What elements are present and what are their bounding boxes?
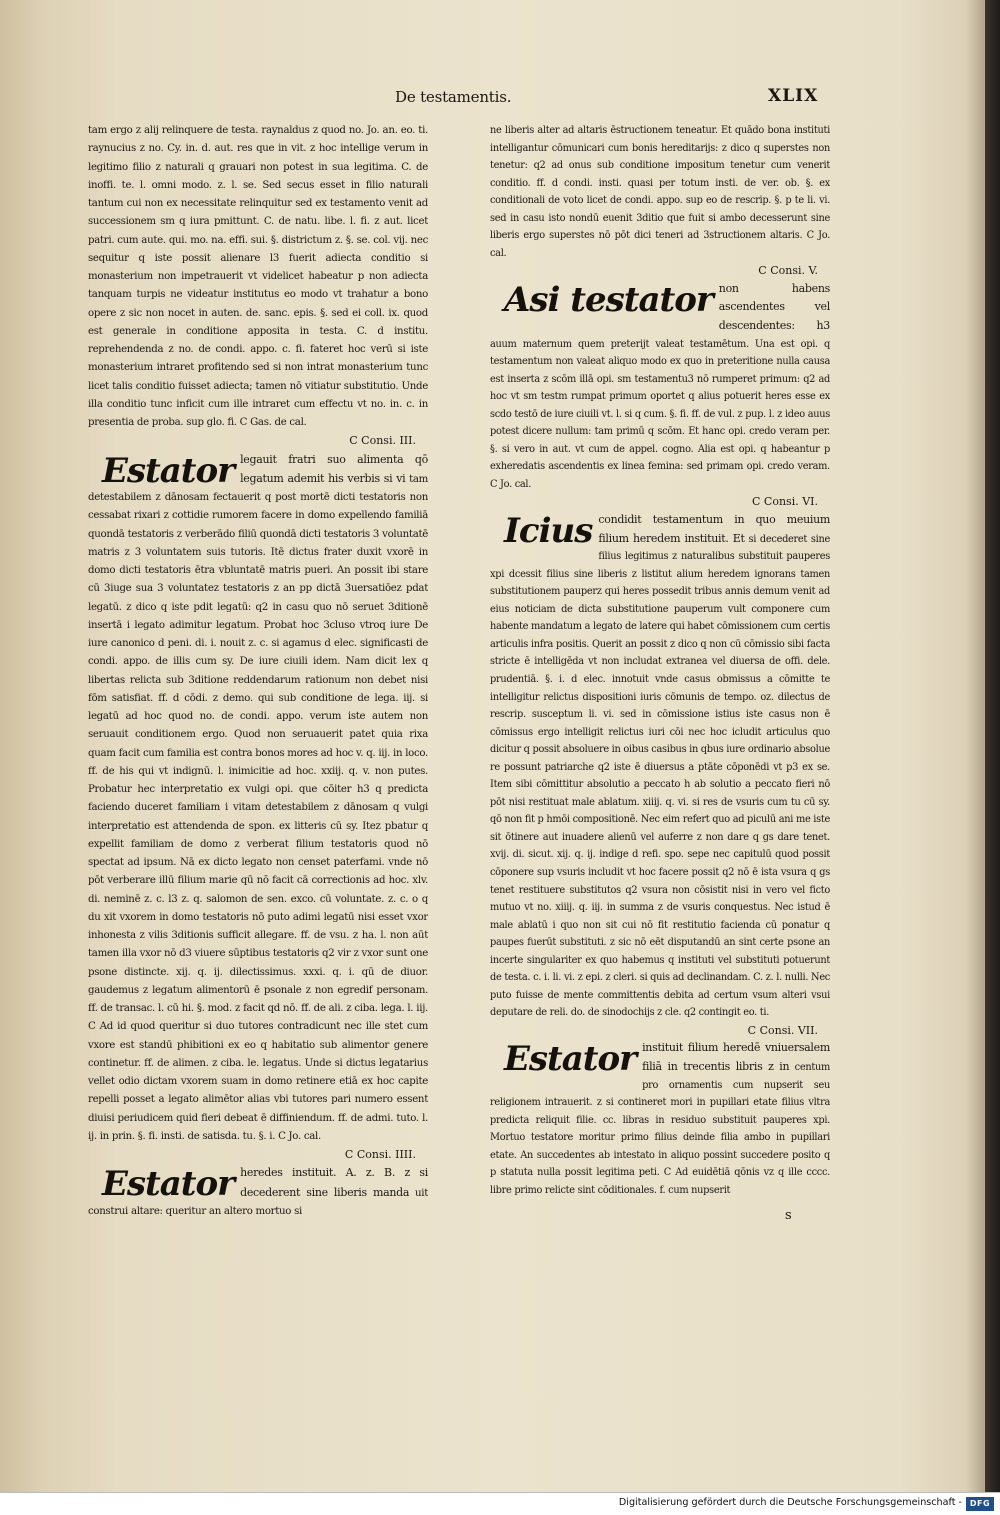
right-paragraph-4 bbox=[490, 1039, 830, 1199]
right-paragraph-2-lead: non habens ascendentes vel descendentes: h3 bbox=[718, 281, 830, 333]
right-paragraph-1-text: ne liberis alter ad altaris ēstructionem teneatur. Et quādo bona instituti intelligantur cōmunicari cum bonis hereditarijs: z dico q superstes non tenetur: q2 ad onus sub conditione impositum tenetur cum venerit conditio. ff. d condi. insti. quasi per totum insti. de ver. ob. §. ex conditionali de voto licet de condi. appo. sup eo de rescrip. §. p te li. vi. sed in casu isto nondū euenit 3ditio que fuit si ambo decesserunt sine liberis ergo superstes nō pōt dici teneri ad 3structionem altaris. C Jo. cal. bbox=[490, 125, 830, 259]
initial-heading-estator-3: Estator bbox=[504, 1039, 637, 1080]
right-paragraph-3 bbox=[490, 511, 830, 1022]
consilium-heading-6: C Consi. VI. bbox=[752, 495, 818, 509]
consilium-heading-5: C Consi. V. bbox=[758, 264, 818, 278]
right-column bbox=[490, 122, 830, 1199]
right-paragraph-4-lead: instituit filium heredē vniuersalem filiā in trecentis libris z in bbox=[642, 1041, 830, 1073]
running-title: De testamentis. bbox=[395, 88, 512, 106]
right-paragraph-2 bbox=[490, 280, 830, 494]
right-paragraph-2-text: auum maternum quem preterijt valeat testamētum. Una est opi. q testamentum non valeat aliquo modo ex quo in preteritione nulla causa est inserta z scōm illā opi. sm testamentu3 nō rumperet primum: q2 ad hoc vt sm testm rumpat primum oportet q alius potuerit heres esse ex scdo testō de iure ciuili vt. l. si q cum. §. fi. ff. de vul. z pup. l. z ideo auus potest dicere nullum: tam primū q scōm. Et hanc opi. credo veram per. §. si vero in aut. vt cum de appel. cogno. Alia est opi. q habeantur p exheredatis ascendentis ex linea femina: sed primam opi. credo veram. C Jo. cal. bbox=[490, 338, 830, 490]
consilium-heading-3: C Consi. III. bbox=[349, 434, 416, 448]
right-paragraph-4-text: centum pro ornamentis cum nupserit seu religionem intrauerit. z si contineret mori in pupillari etate filius vltra predicta reliquit filie. cc. libras in residuo substituit pauperes xpi. Mortuo testatore moritur primo filius deinde filia ambo in pupillari etate. An succedentes ab intestato in aliquo possint succedere posito q p statuta nulla possit legitima peti. C Ad euidētiā qōnis vz q ille cccc. libre primo relicte sint cōditionales. f. cum nupserit bbox=[490, 1061, 830, 1196]
consilium-heading-7: C Consi. VII. bbox=[747, 1023, 818, 1037]
left-paragraph-1-text: tam ergo z alij relinquere de testa. raynaldus z quod no. Jo. an. eo. ti. raynucius z no. Cy. in. d. aut. res que in vit. z hoc intellige verum in legitimo filio z naturali q grauari non potest in sua legitima. C. de inoffi. te. l. omni modo. z. l. se. Sed secus esset in filio naturali tantum cui non ex necessitate relinquitur sed ex testamento venit ad successionem sm q iura pmittunt. C. de natu. libe. l. fi. z aut. licet patri. cum aute. qui. mo. na. effi. sui. §. districtum z. §. se. col. vij. nec sequitur q iste possit alienare l3 fuerit adiecta conditio si monasterium non impetrauerit vt videlicet habeatur p non adiecta tanquam turpis ne videatur institutus eo modo vt trahatur a bono opere z sic non nocet in auten. de. sanc. epis. §. sed ei coll. ix. quod est generale in conditione apposita in testa. C. d institu. reprehendenda z no. de condi. appo. c. fi. fateret hoc verū si iste monasterium intraret profitendo sed si non intrat monasterium tunc licet talis conditio fuisset adiecta; tamen nō vitiatur substitutio. Unde illa conditio tunc inficit cum ille intraret cum effectu vt no. in. c. in presentia de proba. sup glo. fi. C Gas. de cal. bbox=[88, 125, 428, 428]
dfg-logo-icon: DFG bbox=[966, 1497, 994, 1511]
digitization-notice: Digitalisierung gefördert durch die Deutsche Forschungsgemeinschaft - bbox=[618, 1497, 962, 1508]
left-paragraph-2-lead: legauit fratri suo alimenta qō legatum ademit his verbis si vi bbox=[240, 452, 428, 485]
left-column bbox=[88, 122, 428, 1221]
left-paragraph-2-text: tam detestabilem z dānosam fectauerit q post mortē dicti testatoris non cessabat rixari z cottidie rumorem facere in domo expellendo familiā quondā testatoris z verberādo filiū quondā dicti testatoris 3 voluntatē matris z 3 voluntatem suis tutoris. Itē dictus frater duxit vxorē in domo dicti testatoris ētra vbluntatē matris pueri. An possit ibi stare cū 3iuge sua 3 voluntatez testatoris z an pp dictā 3uersatiōez pdat legatū. z dico q iste pdit legatū: q2 in casu quo nō seruet 3ditionē insertā i legato adimitur legatum. Probat hoc 3cluso vtroq iure De iure canonico d peni. di. i. nouit z. c. si agamus d elec. significasti de condi. appo. de illis cum sy. De iure ciuili idem. Nam dicit lex q libertas relicta sub 3ditione reddendarum rationum non debet nisi fōm satisfiat. ff. d cōdi. z demo. qui sub conditione de lega. iij. si legatū ad hoc quod no. de condi. appo. verum iste autem non seruauit conditionem ergo. Quod non seruauerit patet quia rixa quam facit cum familia est contra bonos mores ad hoc v. q. iij. in loco. ff. de his qui vt indignū. l. inimicitie ad hoc. xxiij. q. v. non putes. Probatur hec interpretatio ex vulgi opi. que cōiter h3 q predicta faciendo duceret familiam i vitam detestabilem z dānosam q vulgi interpretatio est attendenda de spon. ex litteris cū sy. Itez pbatur q expellit familiam de domo z verberat filium testatoris quod nō spectat ad ipsum. Nā ex dicto legato non censet paterfami. vnde nō pōt verberare illū filium marie qū nō facit cā correctionis ad hoc. xlv. di. neminē z. c. l3 z. q. salomon de sen. exco. cū voluntate. z. c. o q du xit vxorem in domo testatoris nō puto adimi legatū nisi esset vxor inhonesta z vilis 3ditionis sufficit allegare. ff. de vsu. z ha. l. non aūt tamen illa vxor nō d3 viuere sūptibus testatoris q2 vir z vxor sunt one psone distincte. xij. q. ij. dilectissimus. xxxi. q. i. qū de diuor. gaudemus z legatum alimentorū ē psonale z non egredif personam. ff. de transac. l. cū hi. §. mod. z facit qd nō. ff. de ali. z ciba. lega. l. iij. C Ad id quod queritur si duo tutores contradicunt nec ille stet cum vxore est standū phibitioni ex eo q habitatio sub alimentor genere continetur. ff. de alimen. z ciba. le. legatus. Unde si dictus legatarius vellet odio dictam vxorem suam in domo retinere etiā ex hoc capite repelli posset a legato alimētor alias vbi tutores pari numero essent diuisi periudicem quid fieri debeat ē diffiniendum. ff. de admi. tuto. l. ij. in prin. §. fi. insti. de satisda. tu. §. i. C Jo. cal. bbox=[88, 473, 428, 1142]
left-paragraph-3-text: uit construi altare: queritur an altero mortuo si bbox=[88, 1187, 428, 1217]
left-paragraph-3-lead: heredes instituit. A. z. B. z si decederent sine liberis manda bbox=[240, 1166, 428, 1199]
left-paragraph-1 bbox=[88, 122, 428, 432]
page-edge bbox=[985, 0, 1000, 1492]
initial-heading-estator-1: Estator bbox=[102, 450, 235, 491]
initial-heading-asi-testator: Asi testator bbox=[504, 279, 713, 320]
initial-heading-estator-2: Estator bbox=[102, 1164, 235, 1205]
right-paragraph-3-lead: condidit testamentum in quo meuium filium heredem instituit. Et bbox=[598, 513, 830, 545]
catchword: s bbox=[785, 1208, 792, 1223]
consilium-heading-4: C Consi. IIII. bbox=[344, 1148, 416, 1161]
left-paragraph-2 bbox=[88, 451, 428, 1147]
folio-number: XLIX bbox=[768, 86, 819, 106]
right-paragraph-3-text: si decederet sine filius legitimus z naturalibus substituit pauperes xpi dcessit filius sine liberis z listitut alium heredem ignorans tamen substitutionem pauperz qui heres possedit tribus annis demum venit ad eius noticiam de dicta substitutione pauperum vult componere cum habente mandatum a legato de latere qui habet cōmissionem cum certis articulis infra positis. Querit an possit z dico q non cū cōmissio sibi facta stricte ē intelligēda vt non includat extranea vel diuersa de offi. dele. prudentiā. §. i. d elec. innotuit vnde casus obmissus a cōmitte te intelligitur relictus dispositioni iuris cōmunis de tempo. oz. dilectus de rescrip. susceptum li. vi. sed in cōmissione istius iste casus non ē cōmissus ergo intelligit relictus iuri cōi nec hoc icludit articulus quo dicitur q possit absoluere in oibus casibus in qbus iure ordinario absolue re possunt patriarche q2 iste ē diuersus a ptāte cōponēdi vt p3 ex se. Item sibi cōmittitur absolutio a peccato h ab solutio a peccato fieri nō pōt nisi restituat male ablatum. xiiij. q. vi. si res de vsuris cum tu cū sy. qō non fit p hmōi compositionē. Nec eim refert quo ad piculū ani me iste sit ōtinere aut inuadere alienū vel auferre z non dare q gs dare tenet. xvij. di. sicut. xij. q. ij. indige d refi. spo. sepe nec capitulū quod possit cōponere sup vsuris includit vt hoc facere possit q2 nō ē ista vsura q gs tenet restituere substitutos q2 vsura non cōsistit nisi in vero vel ficto mutuo vt no. xiiij. q. iij. in summa z de vsuris conquestus. Nec istud ē male ablatū i quo non sit cui nō fit restitutio facienda cū ponatur q paupes fuerūt substituti. z sic nō eēt disputandū an sint certe psone an incerte singulariter ex quo habemus q instituti vel substituti potuerunt de testa. c. i. li. vi. z epi. z cleri. si quis ad declinandam. C. z. l. nulli. Nec puto fuisse de mente committentis debita ad certum vsum alteri vsui deputare de reli. do. de sinodochijs z cle. q2 contingit eo. ti. bbox=[490, 533, 830, 1019]
left-paragraph-3 bbox=[88, 1164, 428, 1221]
initial-heading-icius: Icius bbox=[504, 511, 593, 552]
right-paragraph-1 bbox=[490, 122, 830, 262]
